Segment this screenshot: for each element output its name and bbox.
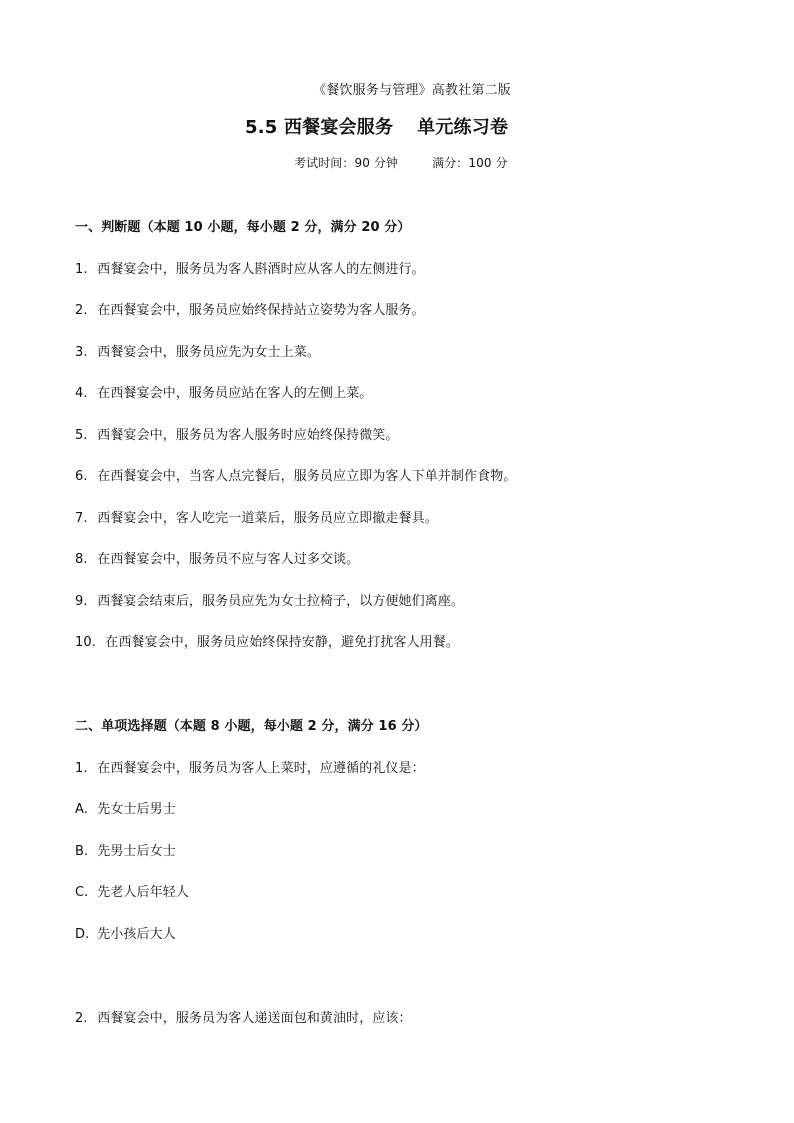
item-text: 在西餐宴会中，服务员不应与客人过多交谈。 xyxy=(97,552,360,567)
item-number: 3. xyxy=(75,345,88,360)
choice-option xyxy=(75,845,176,858)
question-number: 1. xyxy=(75,761,88,776)
section-title-single-choice: 二、单项选择题（本题 8 小题，每小题 2 分，满分 16 分） xyxy=(75,719,428,734)
exam-time: 考试时间：90 分钟 xyxy=(294,156,399,170)
item-number: 9. xyxy=(75,594,88,609)
choice-option xyxy=(75,803,176,816)
choice-option xyxy=(75,928,176,941)
choice-question xyxy=(75,762,425,775)
judgment-item xyxy=(75,429,399,442)
option-label: B. xyxy=(75,844,89,859)
item-text: 西餐宴会中，服务员为客人服务时应始终保持微笑。 xyxy=(97,428,399,443)
judgment-item xyxy=(75,553,359,566)
item-number: 5. xyxy=(75,428,88,443)
option-label: A. xyxy=(75,802,88,817)
item-number: 6. xyxy=(75,469,88,484)
question-text: 在西餐宴会中，服务员为客人上菜时，应遵循的礼仪是： xyxy=(97,761,425,776)
exam-meta xyxy=(294,157,508,169)
item-number: 7. xyxy=(75,511,88,526)
judgment-item xyxy=(75,470,516,483)
judgment-item xyxy=(75,346,320,359)
item-text: 西餐宴会中，客人吃完一道菜后，服务员应立即撤走餐具。 xyxy=(97,511,438,526)
choice-question xyxy=(75,1012,412,1025)
item-text: 西餐宴会结束后，服务员应先为女士拉椅子，以方便她们离座。 xyxy=(97,594,465,609)
item-text: 在西餐宴会中，服务员应站在客人的左侧上菜。 xyxy=(97,386,373,401)
item-text: 西餐宴会中，服务员应先为女士上菜。 xyxy=(97,345,320,360)
item-number: 10. xyxy=(75,635,96,650)
judgment-item xyxy=(75,304,425,317)
item-text: 在西餐宴会中，服务员应始终保持站立姿势为客人服务。 xyxy=(97,303,425,318)
option-label: D. xyxy=(75,927,90,942)
full-score: 满分：100 分 xyxy=(432,156,508,170)
item-text: 在西餐宴会中，当客人点完餐后，服务员应立即为客人下单并制作食物。 xyxy=(97,469,517,484)
document-subtitle: 《餐饮服务与管理》高教社第二版 xyxy=(313,83,512,98)
item-number: 8. xyxy=(75,552,88,567)
item-number: 2. xyxy=(75,303,88,318)
document-title-main: 5.5 西餐宴会服务 xyxy=(245,117,394,138)
choice-option xyxy=(75,886,189,899)
judgment-item xyxy=(75,263,425,276)
item-number: 1. xyxy=(75,262,88,277)
option-text: 先男士后女士 xyxy=(97,844,176,859)
judgment-item xyxy=(75,512,438,525)
item-text: 在西餐宴会中，服务员应始终保持安静，避免打扰客人用餐。 xyxy=(105,635,459,650)
judgment-item xyxy=(75,636,459,649)
item-number: 4. xyxy=(75,386,88,401)
document-title-sub: 单元练习卷 xyxy=(417,117,509,138)
question-number: 2. xyxy=(75,1011,88,1026)
question-text: 西餐宴会中，服务员为客人递送面包和黄油时，应该： xyxy=(97,1011,412,1026)
judgment-item xyxy=(75,595,464,608)
item-text: 西餐宴会中，服务员为客人斟酒时应从客人的左侧进行。 xyxy=(97,262,425,277)
judgment-item xyxy=(75,387,372,400)
option-text: 先小孩后大人 xyxy=(97,927,176,942)
document-title xyxy=(245,119,508,137)
option-text: 先女士后男士 xyxy=(97,802,176,817)
option-text: 先老人后年轻人 xyxy=(97,885,189,900)
section-title-judgment: 一、判断题（本题 10 小题，每小题 2 分，满分 20 分） xyxy=(75,220,411,235)
option-label: C. xyxy=(75,885,89,900)
